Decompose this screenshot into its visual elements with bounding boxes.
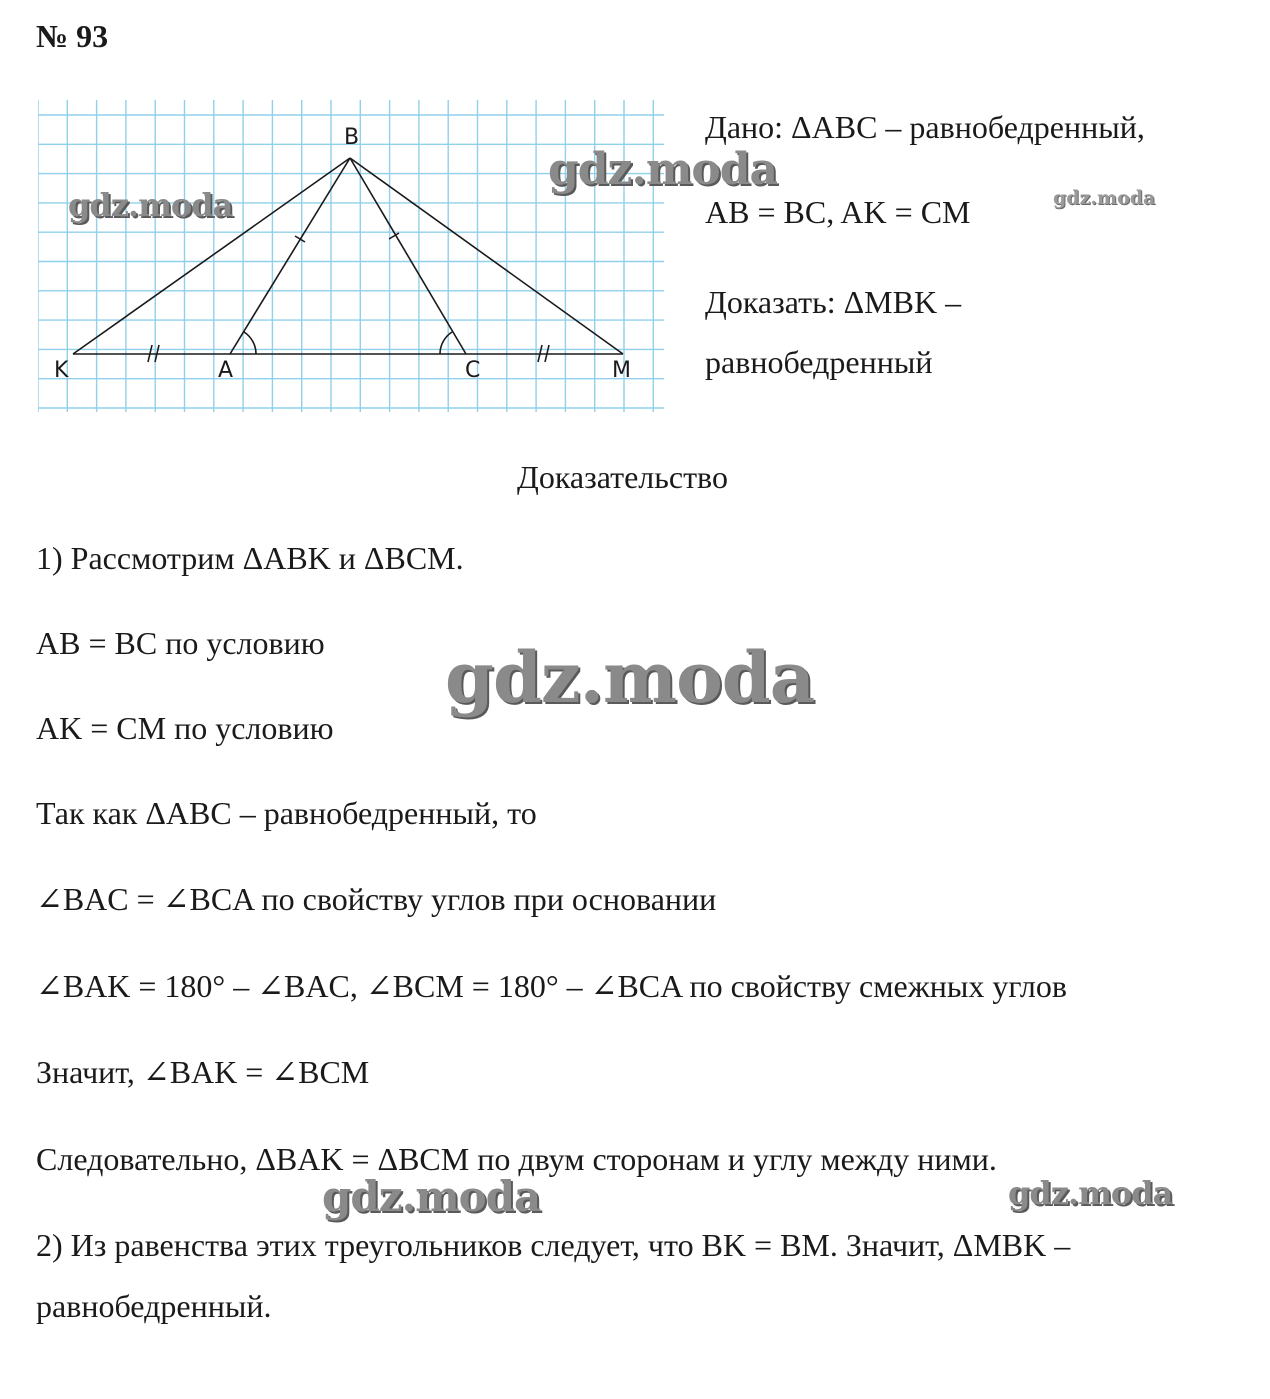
label-k: K — [54, 358, 69, 383]
proof-line: Значит, ∠BAK = ∠BCM — [36, 1054, 370, 1090]
angle-arc-a — [244, 332, 256, 354]
segment-ba — [230, 158, 350, 354]
prove-line-1: Доказать: ΔMBK – — [705, 284, 962, 320]
given-line-1: Дано: ΔABC – равнобедренный, — [705, 109, 1145, 145]
label-c: C — [465, 358, 481, 383]
label-m: M — [612, 358, 631, 383]
watermark: gdz.moda — [68, 186, 233, 224]
proof-line: AB = BC по условию — [36, 625, 325, 661]
label-b: B — [344, 125, 360, 150]
label-a: A — [218, 358, 234, 383]
watermark: gdz.moda — [445, 636, 815, 719]
proof-line: 2) Из равенства этих треугольников следует, что BK = BM. Значит, ΔMBK – — [36, 1227, 1071, 1263]
watermark: gdz.moda — [1053, 187, 1156, 209]
watermark: gdz.moda — [322, 1172, 541, 1221]
proof-line: AK = CM по условию — [36, 710, 334, 746]
proof-line: Следовательно, ΔBAK = ΔBCM по двум сторонам и углу между ними. — [36, 1141, 997, 1177]
proof-line: ∠BAK = 180° – ∠BAC, ∠BCM = 180° – ∠BCA по свойству смежных углов — [36, 968, 1067, 1004]
angle-arc-c — [440, 332, 452, 354]
watermark: gdz.moda — [1008, 1174, 1173, 1212]
prove-line-2: равнобедренный — [705, 344, 933, 380]
given-line-2: AB = BC, AK = CM — [705, 194, 971, 230]
watermark: gdz.moda — [548, 144, 778, 195]
proof-line: ∠BAC = ∠BCA по свойству углов при основании — [36, 881, 717, 917]
proof-line: Так как ΔABC – равнобедренный, то — [36, 795, 537, 831]
proof-heading: Доказательство — [517, 459, 728, 495]
problem-number: № 93 — [36, 18, 109, 54]
proof-line: 1) Рассмотрим ΔABK и ΔBCM. — [36, 540, 464, 576]
proof-line: равнобедренный. — [36, 1288, 272, 1324]
